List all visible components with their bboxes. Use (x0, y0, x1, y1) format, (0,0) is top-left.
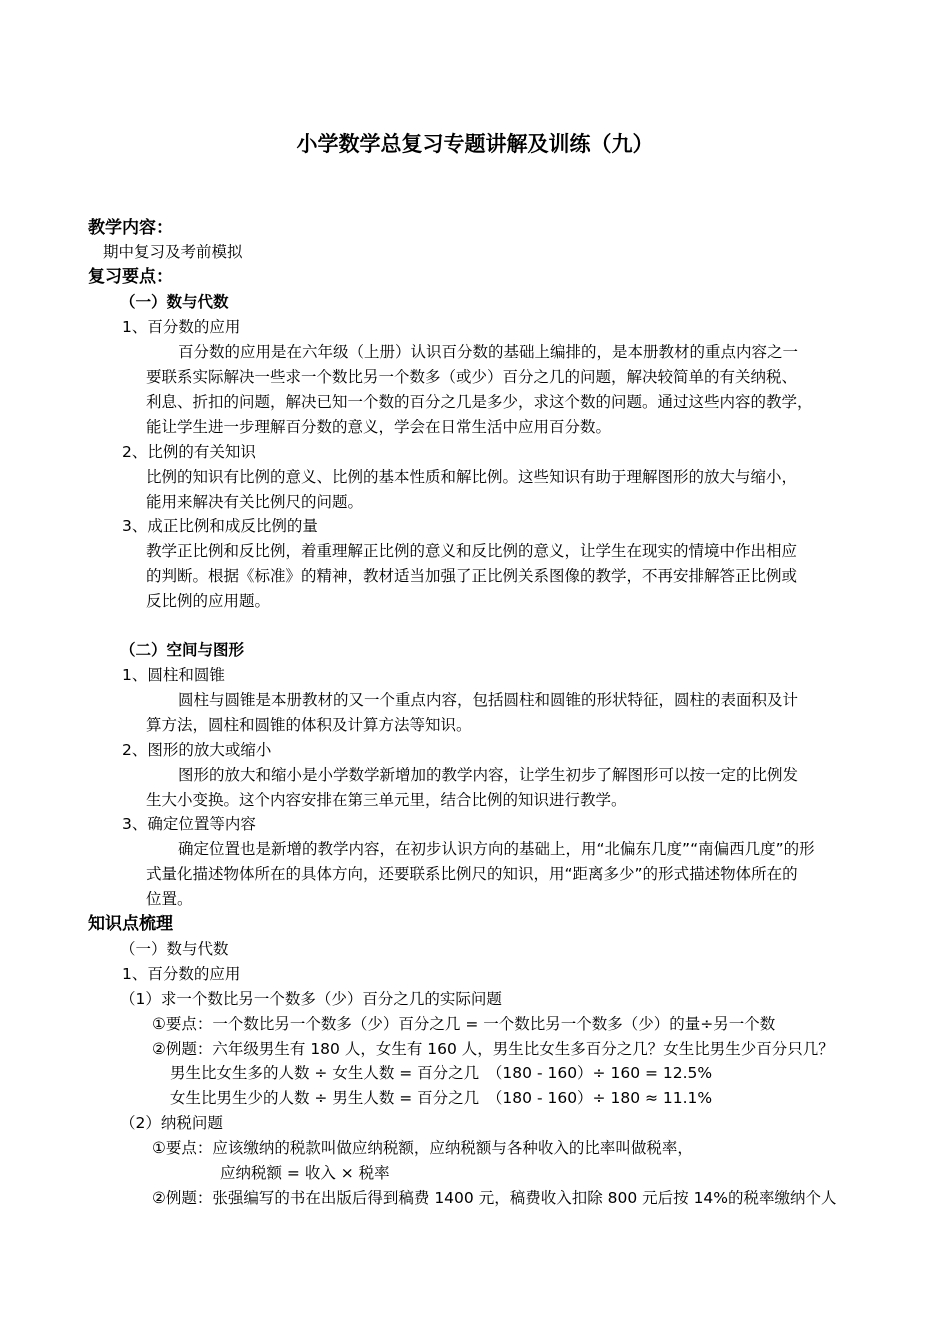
item-proportion-title: 3、成正比例和成反比例的量 (122, 517, 318, 535)
paragraph-line: 反比例的应用题。 (146, 592, 271, 610)
paragraph-line: 能用来解决有关比例尺的问题。 (146, 493, 364, 511)
paragraph-line: 式量化描述物体所在的具体方向，还要联系比例尺的知识，用“距离多少”的形式描述物体所在的 (146, 865, 798, 883)
paragraph-line: 比例的知识有比例的意义、比例的基本性质和解比例。这些知识有助于理解图形的放大与缩小， (146, 468, 798, 486)
paragraph-line: 要联系实际解决一些求一个数比另一个数多（或少）百分之几的问题，解决较简单的有关纳税、 (146, 368, 798, 386)
section-number-algebra-heading: （一）数与代数 (120, 293, 229, 311)
paragraph-line: 的判断。根据《标准》的精神，教材适当加强了正比例关系图像的教学，不再安排解答正比例或 (146, 567, 798, 585)
question-title: （1）求一个数比另一个数多（少）百分之几的实际问题 (120, 990, 502, 1008)
key-point: ①要点：应该缴纳的税款叫做应纳税额，应纳税额与各种收入的比率叫做税率， (152, 1139, 693, 1157)
formula: 应纳税额 = 收入 × 税率 (220, 1164, 390, 1182)
review-heading: 复习要点： (88, 267, 173, 287)
item-ratio-title: 2、比例的有关知识 (122, 443, 256, 461)
content-text: 期中复习及考前模拟 (103, 243, 243, 261)
paragraph-line: 生大小变换。这个内容安排在第三单元里，结合比例的知识进行教学。 (146, 791, 627, 809)
item-percent-title: 1、百分数的应用 (122, 318, 241, 336)
calculation: 男生比女生多的人数 ÷ 女生人数 = 百分之几 （180 - 160）÷ 160 = 12.5% (170, 1064, 713, 1082)
paragraph-line: 能让学生进一步理解百分数的意义，学会在日常生活中应用百分数。 (146, 418, 612, 436)
knowledge-heading: 知识点梳理 (88, 914, 173, 934)
paragraph-line: 教学正比例和反比例，着重理解正比例的意义和反比例的意义，让学生在现实的情境中作出相应 (146, 542, 798, 560)
item-position-title: 3、确定位置等内容 (122, 815, 256, 833)
paragraph-line: 算方法，圆柱和圆锥的体积及计算方法等知识。 (146, 716, 472, 734)
knowledge-sub-heading: （一）数与代数 (120, 940, 229, 958)
paragraph-line: 圆柱与圆锥是本册教材的又一个重点内容，包括圆柱和圆锥的形状特征，圆柱的表面积及计 (178, 691, 799, 709)
paragraph-line: 位置。 (146, 890, 193, 908)
example: ②例题：张强编写的书在出版后得到稿费 1400 元，稿费收入扣除 800 元后按 14%的税率缴纳个人 (152, 1189, 837, 1207)
question-title: （2）纳税问题 (120, 1114, 223, 1132)
paragraph-line: 利息、折扣的问题，解决已知一个数的百分之几是多少，求这个数的问题。通过这些内容的教学， (146, 393, 813, 411)
key-point: ①要点：一个数比另一个数多（少）百分之几 = 一个数比另一个数多（少）的量÷另一个数 (152, 1015, 776, 1033)
calculation: 女生比男生少的人数 ÷ 男生人数 = 百分之几 （180 - 160）÷ 180 ≈ 11.1% (170, 1089, 713, 1107)
content-heading: 教学内容： (88, 218, 173, 238)
section-space-shape-heading: （二）空间与图形 (120, 641, 245, 659)
document-title: 小学数学总复习专题讲解及训练（九） (296, 132, 654, 156)
item-scaling-title: 2、图形的放大或缩小 (122, 741, 272, 759)
item-cylinder-title: 1、圆柱和圆锥 (122, 666, 225, 684)
knowledge-item-title: 1、百分数的应用 (122, 965, 241, 983)
example: ②例题：六年级男生有 180 人，女生有 160 人，男生比女生多百分之几？女生比男生少百分只几？ (152, 1040, 834, 1058)
paragraph-line: 图形的放大和缩小是小学数学新增加的教学内容，让学生初步了解图形可以按一定的比例发 (178, 766, 799, 784)
paragraph-line: 确定位置也是新增的教学内容，在初步认识方向的基础上，用“北偏东几度”“南偏西几度”的形 (178, 840, 815, 858)
paragraph-line: 百分数的应用是在六年级（上册）认识百分数的基础上编排的，是本册教材的重点内容之一 (178, 343, 799, 361)
